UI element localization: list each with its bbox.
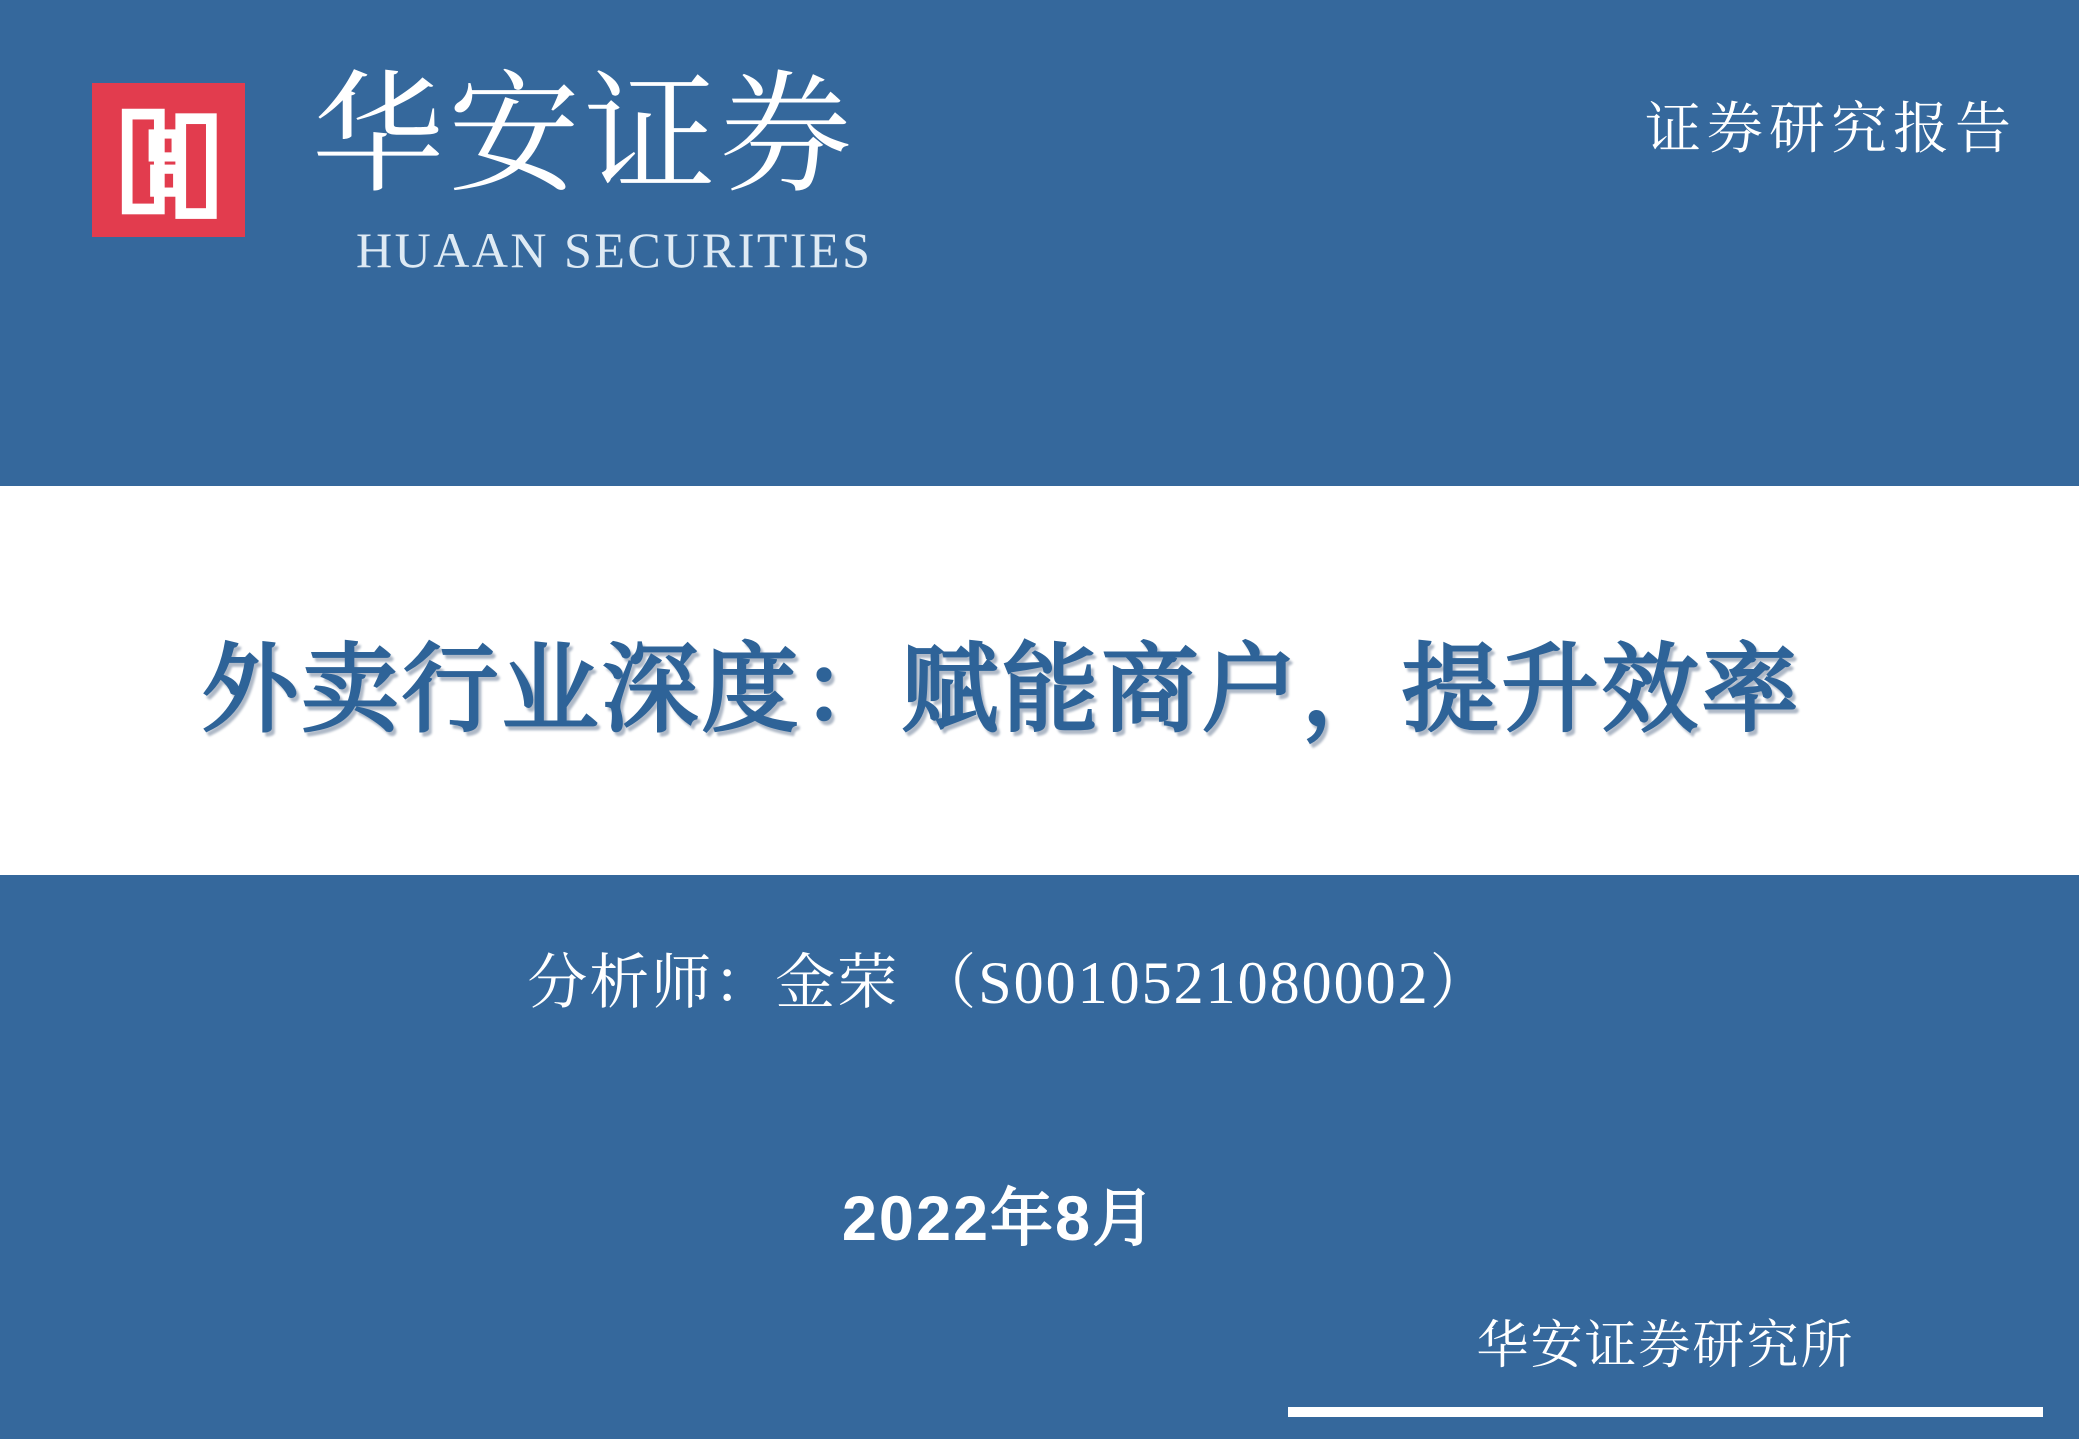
report-date: 2022年8月: [841, 1184, 1158, 1254]
logo-right-link: [181, 119, 212, 214]
analyst-line: 分析师：金荣 （S0010521080002）: [527, 950, 1492, 1016]
logo-company-name-cn: 华安证券: [312, 62, 856, 209]
report-type-label: 证券研究报告: [1645, 99, 2017, 161]
report-title: 外卖行业深度：赋能商户，提升效率: [201, 634, 1802, 744]
title-band: [0, 486, 2079, 875]
institute-name: 华安证券研究所: [1476, 1317, 1855, 1375]
logo-bottom-square: [155, 169, 178, 192]
institute-underline-bar: [1288, 1407, 2043, 1417]
institute-block: [1288, 1316, 2043, 1417]
logo-company-name-en: HUAAN SECURITIES: [356, 222, 873, 278]
huaan-logo-icon: [92, 83, 245, 237]
